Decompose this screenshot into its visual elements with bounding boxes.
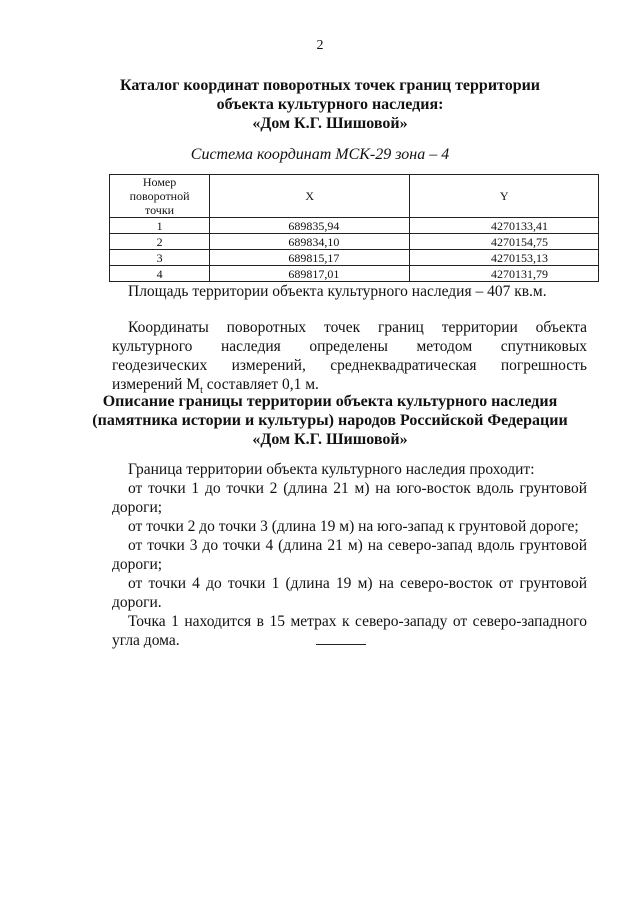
table-row [110, 234, 599, 250]
table-row [110, 218, 599, 234]
segment-4-1: от точки 4 до точки 1 (длина 19 м) на северо-восток от грунтовой дороги. [112, 575, 587, 611]
header-point-number [110, 175, 210, 218]
point-x: 689835,94 [210, 218, 410, 234]
accuracy-text: Координаты поворотных точек границ территории объекта культурного наследия определены методом спутниковых геодезических измерений, среднеквадратическая погрешность измерений $M_t$ составляет 0,1 м. [112, 319, 587, 397]
page-number: 2 [316, 38, 324, 53]
catalog-title-line-1: Каталог координат поворотных точек границ территории [119, 77, 541, 94]
accuracy-statement [112, 318, 587, 400]
segment-2-3: от точки 2 до точки 3 (длина 19 м) на юго-запад к грунтовой дороге; [128, 518, 579, 535]
segment-1-2: от точки 1 до точки 2 (длина 21 м) на юго-восток вдоль грунтовой дороги; [112, 480, 587, 516]
point-y: 4270154,75 [410, 234, 599, 250]
point-y: 4270133,41 [410, 218, 599, 234]
point-x: 689817,01 [210, 266, 410, 282]
point-1-location: Точка 1 находится в 15 метрах к северо-западу от северо-западного угла дома. [112, 613, 587, 649]
table-header-row [110, 175, 599, 218]
point-number: 4 [110, 266, 210, 282]
description-intro: Граница территории объекта культурного наследия проходит: [128, 461, 535, 478]
point-number: 2 [110, 234, 210, 250]
catalog-title-line-2: объекта культурного наследия: [216, 96, 444, 113]
point-x: 689834,10 [210, 234, 410, 250]
coordinates-table [109, 174, 599, 282]
segment-3-4: от точки 3 до точки 4 (длина 21 м) на северо-запад вдоль грунтовой дороги; [112, 537, 587, 573]
header-y: Y [410, 175, 599, 218]
point-number: 3 [110, 250, 210, 266]
table-row [110, 266, 599, 282]
boundary-description [112, 460, 587, 650]
description-title-line-3: «Дом К.Г. Шишовой» [252, 431, 408, 448]
catalog-title [80, 76, 580, 133]
point-y: 4270153,13 [410, 250, 599, 266]
coordinate-system: Система координат МСК-29 зона – 4 [190, 146, 450, 163]
header-point-number-line-1: Номер [142, 175, 177, 189]
area-statement: Площадь территории объекта культурного наследия – 407 кв.м. [128, 283, 547, 300]
point-x: 689815,17 [210, 250, 410, 266]
catalog-title-line-3: «Дом К.Г. Шишовой» [252, 115, 408, 132]
header-point-number-line-2: поворотной точки [129, 189, 190, 217]
point-number: 1 [110, 218, 210, 234]
header-x: X [210, 175, 410, 218]
description-title-line-1: Описание границы территории объекта культурного наследия [102, 393, 558, 410]
description-title [80, 392, 580, 449]
closing-rule [316, 644, 366, 645]
point-y: 4270131,79 [410, 266, 599, 282]
table-row [110, 250, 599, 266]
description-title-line-2: (памятника истории и культуры) народов Российской Федерации [92, 412, 568, 429]
